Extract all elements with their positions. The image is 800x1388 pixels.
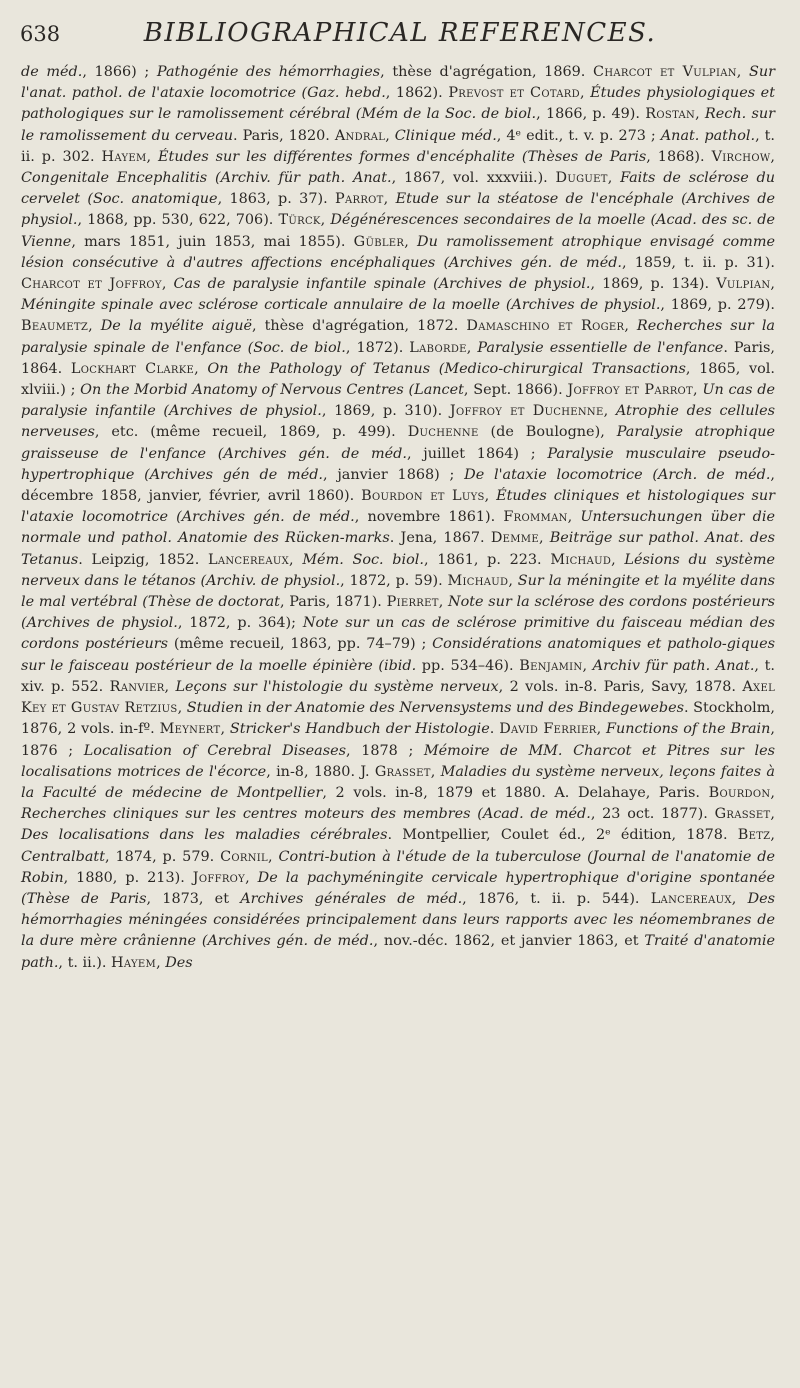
citation-detail: , 1869, p. 134). <box>590 276 717 293</box>
work-title: On the Morbid Anatomy of Nervous Centres (Lancet <box>80 382 464 399</box>
citation-detail: , etc. (même recueil, 1869, p. 499). <box>94 424 408 441</box>
author-name: Pierret <box>386 594 439 611</box>
citation-detail: , <box>289 551 303 568</box>
citation-detail: , <box>161 276 174 293</box>
citation-detail: , t. ii.). <box>58 954 112 971</box>
work-title: Stricker's Handbuch der Histologie <box>229 721 490 738</box>
citation-detail: , <box>220 721 230 738</box>
work-title: Note sur un cas de sclérose primitive du faisceau médian des cordons postérieurs <box>21 615 775 653</box>
work-title: Pathogénie des hémorrhagies <box>156 64 381 80</box>
work-title: Beiträge sur pathol. Anat. des Tetanus <box>21 530 776 568</box>
work-title: De la myélite aiguë <box>100 318 252 335</box>
citation-detail: , 1868). <box>646 148 712 165</box>
citation-detail: , <box>430 763 441 780</box>
citation-detail: , janvier 1868) ; <box>323 466 465 483</box>
work-title: Untersuchungen über die normale und pathol. Anatomie des Rücken-marks <box>21 509 775 547</box>
work-title: Des <box>165 954 193 971</box>
author-name: Grasset <box>714 806 771 823</box>
bibliography-paragraph <box>21 62 775 974</box>
citation-detail: , thèse d'agrégation, 1872. <box>252 318 467 335</box>
citation-detail: , 1865, vol. xlviii.) ; <box>21 360 775 399</box>
work-title: Paralysie musculaire pseudo-hypertrophique (Archives gén de méd. <box>21 445 776 483</box>
work-title: Etude sur la stéatose de l'encéphale (Archives de physiol. <box>21 191 775 229</box>
citation-detail: , <box>88 318 101 335</box>
author-name: Hayem <box>101 148 147 165</box>
work-title: Mémoire de MM. Charcot et Pitres sur les localisations motrices de l'écorce <box>21 742 776 780</box>
citation-detail: , <box>603 403 616 420</box>
citation-detail: , 1876, t. ii. p. 544). <box>462 890 651 907</box>
citation-detail: , mars 1851, juin 1853, mai 1855). <box>71 233 354 250</box>
citation-detail: , 1872). <box>345 339 410 356</box>
citation-detail: (de Boulogne), <box>478 424 617 441</box>
citation-detail: , <box>146 148 159 165</box>
citation-detail: . <box>489 721 500 738</box>
citation-detail: , 1866, p. 49). <box>536 106 646 123</box>
citation-detail: , <box>596 721 607 738</box>
work-title: Sur la méningite et la myélite dans le mal vertébral (Thèse de doctorat <box>21 572 776 611</box>
work-title: Un cas de paralysie infantile (Archives de physiol. <box>21 382 775 420</box>
citation-detail: pp. 534–46). <box>416 657 520 674</box>
citation-detail: , 1868, pp. 530, 622, 706). <box>77 212 279 229</box>
citation-detail: , <box>438 594 448 611</box>
citation-detail: , <box>466 339 478 356</box>
author-name: Fromman <box>503 509 568 526</box>
citation-detail: , <box>385 127 395 144</box>
author-name: Vulpian <box>716 276 771 293</box>
author-name: Lockhart Clarke <box>70 360 195 377</box>
citation-detail: , Sept. 1866). <box>463 382 568 399</box>
citation-detail: , in-8, 1880. J. <box>266 763 375 780</box>
citation-detail: , nov.-déc. 1862, et janvier 1863, et <box>373 933 645 950</box>
work-title: Leçons sur l'histologie du système nerveux <box>175 678 499 695</box>
author-name: Bourdon et Luys <box>361 488 485 505</box>
work-title: On the Pathology of Tetanus (Medico-chirurgical Transactions <box>207 360 686 377</box>
citation-detail: , <box>567 509 581 526</box>
author-name: Duguet <box>555 170 608 187</box>
citation-detail: , 1874, p. 579. <box>105 848 221 865</box>
citation-detail: , <box>177 700 187 717</box>
citation-detail: , <box>538 530 550 547</box>
author-name: Damaschino et Roger <box>466 318 625 335</box>
citation-detail: , juillet 1864) ; <box>406 445 548 462</box>
work-title: Lésions du système nerveux dans le tétanos (Archiv. de physiol. <box>21 551 775 589</box>
author-name: Lancereaux <box>650 890 732 907</box>
work-title: de méd. <box>21 64 83 80</box>
citation-detail: , 1876 ; <box>21 721 775 759</box>
work-title: Studien in der Anatomie des Nervensystems und des Bindegewebes <box>186 700 684 717</box>
citation-detail: , <box>582 657 593 674</box>
citation-detail: , <box>194 360 208 377</box>
author-name: Axel Key et Gustav Retzius <box>21 678 776 717</box>
running-title: BIBLIOGRAPHICAL REFERENCES. <box>143 18 657 48</box>
work-title: Clinique méd. <box>394 127 497 144</box>
author-name: Duchenne <box>407 424 479 441</box>
citation-detail: . Leipzig, 1852. <box>78 551 208 568</box>
author-name: Charcot et Joffroy <box>21 276 162 293</box>
work-title: Faits de sclérose du cervelet (Soc. anatomique <box>21 170 775 208</box>
citation-detail: , <box>164 678 176 695</box>
work-title: Rech. sur le ramolissement du cerveau <box>21 106 775 144</box>
citation-detail: . Jena, 1867. <box>389 530 491 547</box>
citation-detail: . Paris, 1820. <box>233 127 335 144</box>
work-title: Cas de paralysie infantile spinale (Archives de physiol. <box>173 276 591 293</box>
citation-detail: , 23 oct. 1877). <box>590 806 715 823</box>
author-name: Charcot et Vulpian <box>593 64 737 80</box>
author-name: Demme <box>490 530 539 547</box>
citation-detail: , <box>156 954 166 971</box>
author-name: Michaud <box>550 551 612 568</box>
author-name: Meynert <box>159 721 221 738</box>
citation-detail: , 1869, p. 310). <box>321 403 450 420</box>
author-name: Parrot <box>335 191 384 208</box>
citation-detail: , <box>624 318 637 335</box>
citation-detail: , 1866) ; <box>82 64 157 80</box>
author-name: Betz <box>737 827 771 844</box>
author-name: Türck <box>278 212 321 229</box>
citation-detail: , 2 vols. in-8, 1879 et 1880. A. Delahaye, Paris. <box>322 784 709 801</box>
author-name: Joffroy et Parrot <box>567 382 694 399</box>
work-title: Sur l'anat. pathol. de l'ataxie locomotrice (Gaz. hebd. <box>21 64 776 102</box>
citation-detail: , 4ᵉ edit., t. v. p. 273 ; <box>496 127 661 144</box>
work-title: Archiv für path. Anat. <box>592 657 755 674</box>
citation-detail: , 2 vols. in-8. Paris, Savy, 1878. <box>498 678 743 695</box>
work-title: Études physiologiques et pathologiques sur le ramolissement cérébral (Mém de la Soc. de biol. <box>21 85 775 123</box>
work-title: Dégénérescences secondaires de la moelle (Acad. des sc. de Vienne <box>21 212 775 250</box>
citation-detail: , <box>404 233 418 250</box>
author-name: Virchow <box>711 148 771 165</box>
page-number: 638 <box>20 22 61 46</box>
work-title: Études sur les différentes formes d'encéphalite (Thèses de Paris <box>158 148 647 165</box>
bibliography-text <box>21 62 775 974</box>
author-name: Lancereaux <box>207 551 290 568</box>
author-name: Joffroy <box>192 869 246 886</box>
author-name: Gübler <box>353 233 405 250</box>
citation-detail: , <box>770 784 775 801</box>
work-title: Note sur la sclérose des cordons postérieurs (Archives de physiol. <box>21 594 776 632</box>
work-title: De la pachyméningite cervicale hypertrophique d'origine spontanée (Thèse de Paris <box>21 869 775 907</box>
citation-detail: , 1880, p. 213). <box>63 869 193 886</box>
citation-detail: , <box>320 212 331 229</box>
citation-detail: . Stockholm, 1876, 2 vols. in-fº. <box>21 700 776 738</box>
work-title: Archives générales de méd. <box>240 890 463 907</box>
citation-detail: , <box>383 191 396 208</box>
citation-detail: . Paris, 1864. <box>21 339 775 377</box>
citation-detail: , t. xiv. p. 552. <box>21 657 775 695</box>
author-name: Joffroy et Duchenne <box>449 403 604 420</box>
citation-detail: , <box>731 890 748 907</box>
work-title: Traité d'anatomie path. <box>21 933 775 971</box>
citation-detail: , <box>770 827 775 844</box>
page-header <box>20 18 780 54</box>
citation-detail: , 1859, t. ii. p. 31). <box>622 254 775 271</box>
author-name: Ranvier <box>109 678 165 695</box>
citation-detail: , <box>770 806 775 823</box>
citation-detail: , <box>268 848 279 865</box>
author-name: Laborde <box>409 339 467 356</box>
citation-detail: , <box>770 276 775 293</box>
work-title: Localisation of Cerebral Diseases <box>83 742 347 759</box>
citation-detail: , 1863, p. 37). <box>217 191 336 208</box>
work-title: Paralysie atrophique graisseuse de l'enfance (Archives gén. de méd. <box>21 424 775 462</box>
author-name: Bourdon <box>708 784 771 801</box>
author-name: Prevost et Cotard <box>448 85 580 102</box>
author-name: Beaumetz <box>21 318 89 335</box>
work-title: Des localisations dans les maladies cérébrales <box>21 827 388 844</box>
citation-detail: , <box>693 382 703 399</box>
citation-detail: , 1867, vol. xxxviii.). <box>391 170 556 187</box>
work-title: Maladies du système nerveux, leçons faites à la Faculté de médecine de Montpellier <box>21 763 775 801</box>
author-name: David Ferrier <box>499 721 597 738</box>
citation-detail: , 1873, et <box>146 890 241 907</box>
citation-detail: , 1869, p. 279). <box>660 297 775 314</box>
work-title: Des hémorrhagies méningées considérées principalement dans leurs rapports avec les néomembranes de la dure mère crânienne (Archives gén. de méd. <box>21 890 776 950</box>
citation-detail: , <box>607 170 621 187</box>
author-name: Cornil <box>220 848 268 865</box>
citation-detail: , <box>484 488 497 505</box>
citation-detail: , 1862). <box>385 85 449 102</box>
work-title: Recherches cliniques sur les centres moteurs des membres (Acad. de méd. <box>21 806 591 823</box>
work-title: Considérations anatomiques et patholo-giques sur le faisceau postérieur de la moelle épinière (ibid. <box>21 636 775 674</box>
citation-detail: , novembre 1861). <box>354 509 504 526</box>
author-name: Rostan <box>645 106 696 123</box>
work-title: Mém. Soc. biol. <box>302 551 424 568</box>
work-title: Paralysie essentielle de l'enfance <box>477 339 724 356</box>
citation-detail: , t. ii. p. 302. <box>21 127 775 165</box>
work-title: Recherches sur la paralysie spinale de l'enfance (Soc. de biol. <box>21 318 775 356</box>
citation-detail: , <box>770 148 775 165</box>
citation-detail: , <box>508 572 518 589</box>
work-title: Contri-bution à l'étude de la tuberculose (Journal de l'anatomie de Robin <box>21 848 775 886</box>
work-title: Anat. pathol. <box>660 127 756 144</box>
citation-detail: , décembre 1858, janvier, février, avril 1860). <box>21 466 775 505</box>
citation-detail: , <box>736 64 749 80</box>
author-name: Michaud <box>447 572 509 589</box>
work-title: De l'ataxie locomotrice (Arch. de méd. <box>464 466 771 483</box>
work-title: Du ramolissement atrophique envisagé comme lésion consécutive à d'autres affections encéphaliques (Archives gén. de méd. <box>21 233 775 271</box>
citation-detail: , 1878 ; <box>346 742 424 759</box>
citation-detail: , <box>695 106 705 123</box>
work-title: Centralbatt <box>21 848 105 865</box>
author-name: Grasset <box>374 763 431 780</box>
author-name: Hayem <box>111 954 157 971</box>
citation-detail: , Paris, 1871). <box>279 594 387 611</box>
work-title: Études cliniques et histologiques sur l'ataxie locomotrice (Archives gén. de méd. <box>21 488 775 526</box>
work-title: Functions of the Brain <box>606 721 771 738</box>
author-name: Benjamin <box>519 657 583 674</box>
work-title: Atrophie des cellules nerveuses <box>21 403 775 441</box>
citation-detail: , 1861, p. 223. <box>423 551 551 568</box>
citation-detail: , <box>245 869 258 886</box>
citation-detail: , 1872, p. 364); <box>177 615 303 632</box>
citation-detail: , 1872, p. 59). <box>340 572 448 589</box>
citation-detail: , <box>579 85 591 102</box>
author-name: Andral <box>334 127 386 144</box>
citation-detail: , <box>611 551 625 568</box>
work-title: Congenitale Encephalitis (Archiv. für path. Anat. <box>21 170 392 187</box>
work-title: Méningite spinale avec sclérose corticale annulaire de la moelle (Archives de physiol. <box>21 297 661 314</box>
citation-detail: , thèse d'agrégation, 1869. <box>380 64 594 80</box>
citation-detail: (même recueil, 1863, pp. 74–79) ; <box>168 636 433 653</box>
citation-detail: . Montpellier, Coulet éd., 2ᵉ édition, 1878. <box>387 827 738 844</box>
